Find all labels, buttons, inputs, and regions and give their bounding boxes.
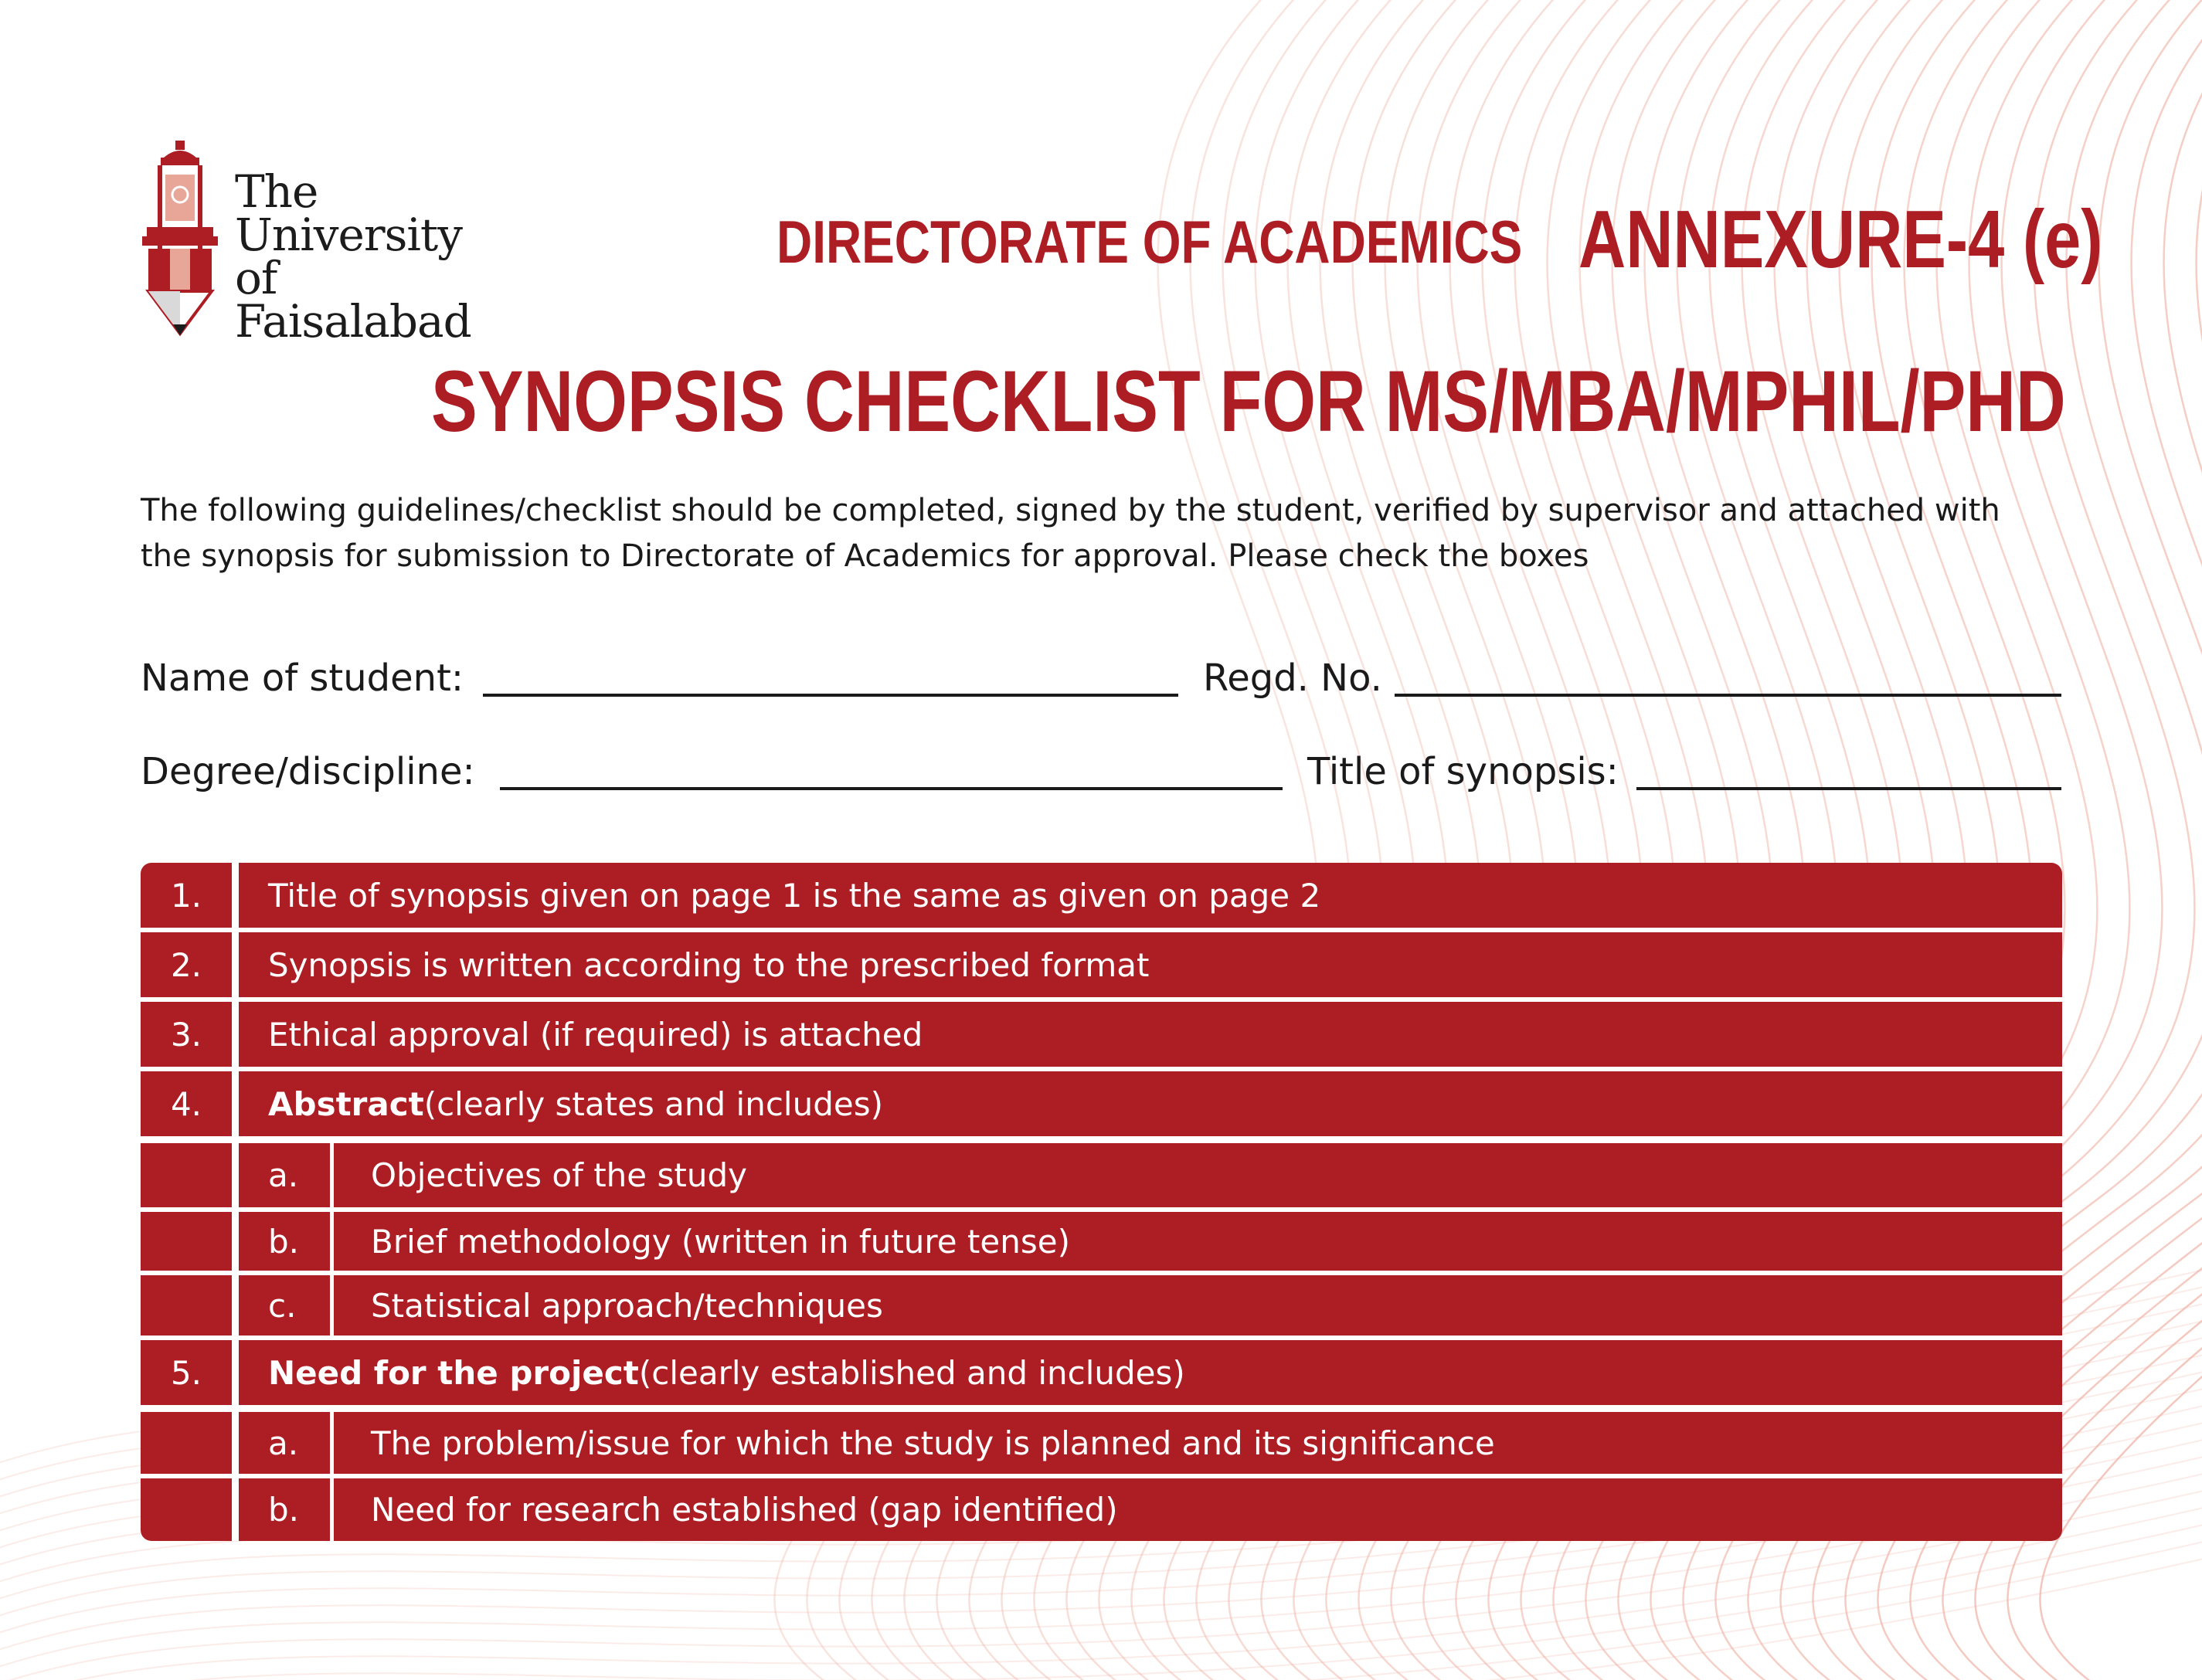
row-plain-text: Title of synopsis given on page 1 is the same as given on page 2 (268, 876, 1321, 915)
title-of-synopsis-field[interactable] (1636, 787, 2061, 790)
logo-line-3: Faisalabad (235, 295, 471, 348)
instructions-line-1: The following guidelines/checklist should be completed, signed by the student, verified by supervisor and attached with (141, 493, 2000, 528)
row-number-empty (141, 1212, 232, 1271)
row-number-empty (141, 1412, 232, 1474)
row-text (239, 1071, 2062, 1136)
logo-line-2: University of (235, 209, 462, 304)
checklist-subrow[interactable] (141, 1143, 2062, 1207)
row-text (239, 863, 2062, 928)
sub-item-letter: b. (239, 1478, 330, 1541)
checklist-row[interactable] (141, 1071, 2062, 1136)
clock-tower-pencil-icon (141, 141, 219, 338)
row-number: 5. (141, 1340, 232, 1405)
row-number-empty (141, 1275, 232, 1336)
sub-item-text: Objectives of the study (334, 1143, 2062, 1207)
form-row-student (141, 657, 2061, 703)
row-text (239, 932, 2062, 997)
checklist-subrow[interactable] (141, 1412, 2062, 1474)
row-number-empty (141, 1478, 232, 1541)
sub-item-letter: a. (239, 1412, 330, 1474)
name-of-student-label: Name of student: (141, 657, 464, 700)
row-text (239, 1002, 2062, 1067)
name-of-student-field[interactable] (483, 694, 1178, 697)
synopsis-checklist-table (141, 863, 2062, 1541)
title-of-synopsis-label: Title of synopsis: (1307, 750, 1619, 793)
directorate-heading: DIRECTORATE OF ACADEMICS (776, 208, 1523, 276)
degree-discipline-field[interactable] (500, 787, 1283, 790)
sub-item-text: The problem/issue for which the study is planned and its significance (334, 1412, 2062, 1474)
regd-no-field[interactable] (1395, 694, 2061, 697)
annexure-label: ANNEXURE-4 (e) (1578, 194, 2103, 285)
checklist-subrow[interactable] (141, 1212, 2062, 1271)
logo-line-1: The (235, 165, 318, 218)
row-plain-text: Synopsis is written according to the prescribed format (268, 945, 1150, 984)
checklist-row[interactable] (141, 1002, 2062, 1067)
row-number: 1. (141, 863, 232, 928)
row-number: 2. (141, 932, 232, 997)
row-plain-text: (clearly established and includes) (638, 1353, 1185, 1392)
sub-item-letter: b. (239, 1212, 330, 1271)
row-number: 3. (141, 1002, 232, 1067)
sub-item-text: Need for research established (gap identified) (334, 1478, 2062, 1541)
checklist-row[interactable] (141, 932, 2062, 997)
sub-item-text: Statistical approach/techniques (334, 1275, 2062, 1336)
regd-no-label: Regd. No. (1203, 657, 1382, 700)
sub-item-letter: c. (239, 1275, 330, 1336)
row-bold-text: Abstract (268, 1084, 424, 1123)
page-title: SYNOPSIS CHECKLIST FOR MS/MBA/MPHIL/PHD (431, 353, 2066, 450)
logo-wordmark (235, 165, 511, 348)
university-logo (141, 141, 511, 348)
row-text (239, 1340, 2062, 1405)
checklist-row[interactable] (141, 1340, 2062, 1405)
sub-item-text: Brief methodology (written in future tense) (334, 1212, 2062, 1271)
instructions-paragraph (141, 488, 2072, 579)
checklist-subrow[interactable] (141, 1478, 2062, 1541)
instructions-line-2: the synopsis for submission to Directorate of Academics for approval. Please check the boxes (141, 538, 1589, 574)
checklist-subrow[interactable] (141, 1275, 2062, 1336)
row-bold-text: Need for the project (268, 1353, 639, 1392)
sub-item-letter: a. (239, 1143, 330, 1207)
form-row-degree (141, 750, 2061, 796)
row-plain-text: (clearly states and includes) (423, 1084, 883, 1123)
row-plain-text: Ethical approval (if required) is attached (268, 1015, 923, 1054)
row-number-empty (141, 1143, 232, 1207)
degree-discipline-label: Degree/discipline: (141, 750, 475, 793)
row-number: 4. (141, 1071, 232, 1136)
checklist-row[interactable] (141, 863, 2062, 928)
